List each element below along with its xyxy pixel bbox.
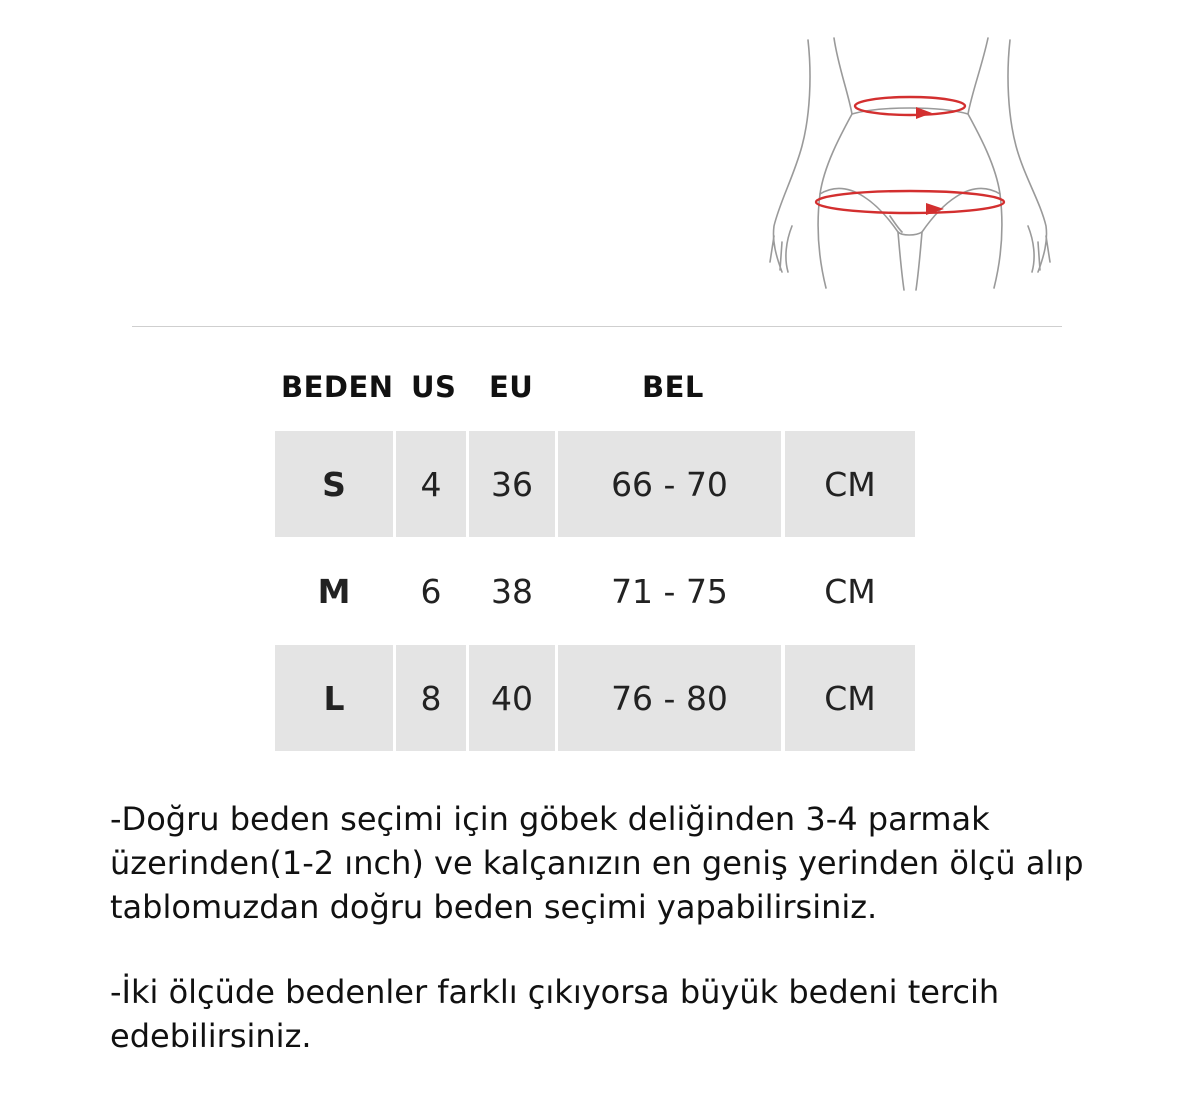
eu-cell: 40 (469, 645, 555, 751)
table-row (275, 431, 915, 537)
size-cell: M (317, 571, 351, 611)
sizing-note-choose-larger (110, 970, 1110, 1058)
size-cell: L (275, 645, 393, 751)
note-line: edebilirsiniz. (110, 1017, 312, 1055)
sizing-note-measure (110, 797, 1110, 929)
unit-cell: CM (824, 571, 876, 611)
unit-cell: CM (785, 645, 915, 751)
eu-cell: 38 (491, 571, 533, 611)
header-waist: BEL (642, 370, 704, 404)
waist-cell: 66 - 70 (558, 431, 781, 537)
us-cell: 4 (396, 431, 466, 537)
eu-cell: 36 (469, 431, 555, 537)
header-us: US (411, 370, 457, 404)
us-cell: 8 (396, 645, 466, 751)
note-line: -Doğru beden seçimi için göbek deliğinden 3-4 parmak (110, 800, 990, 838)
waist-hip-measure-figure (760, 36, 1060, 292)
table-row (275, 645, 915, 751)
table-row (275, 538, 915, 644)
size-cell: S (275, 431, 393, 537)
header-eu: EU (489, 370, 534, 404)
waist-cell: 76 - 80 (558, 645, 781, 751)
body-outline-icon (760, 36, 1060, 292)
note-line: tablomuzdan doğru beden seçimi yapabilirsiniz. (110, 888, 878, 926)
waist-cell: 71 - 75 (611, 571, 728, 611)
note-line: üzerinden(1-2 ınch) ve kalçanızın en geniş yerinden ölçü alıp (110, 844, 1084, 882)
unit-cell: CM (785, 431, 915, 537)
header-size: BEDEN (281, 370, 394, 404)
note-line: -İki ölçüde bedenler farklı çıkıyorsa büyük bedeni tercih (110, 973, 1000, 1011)
us-cell: 6 (420, 571, 442, 611)
divider-line (132, 326, 1062, 327)
